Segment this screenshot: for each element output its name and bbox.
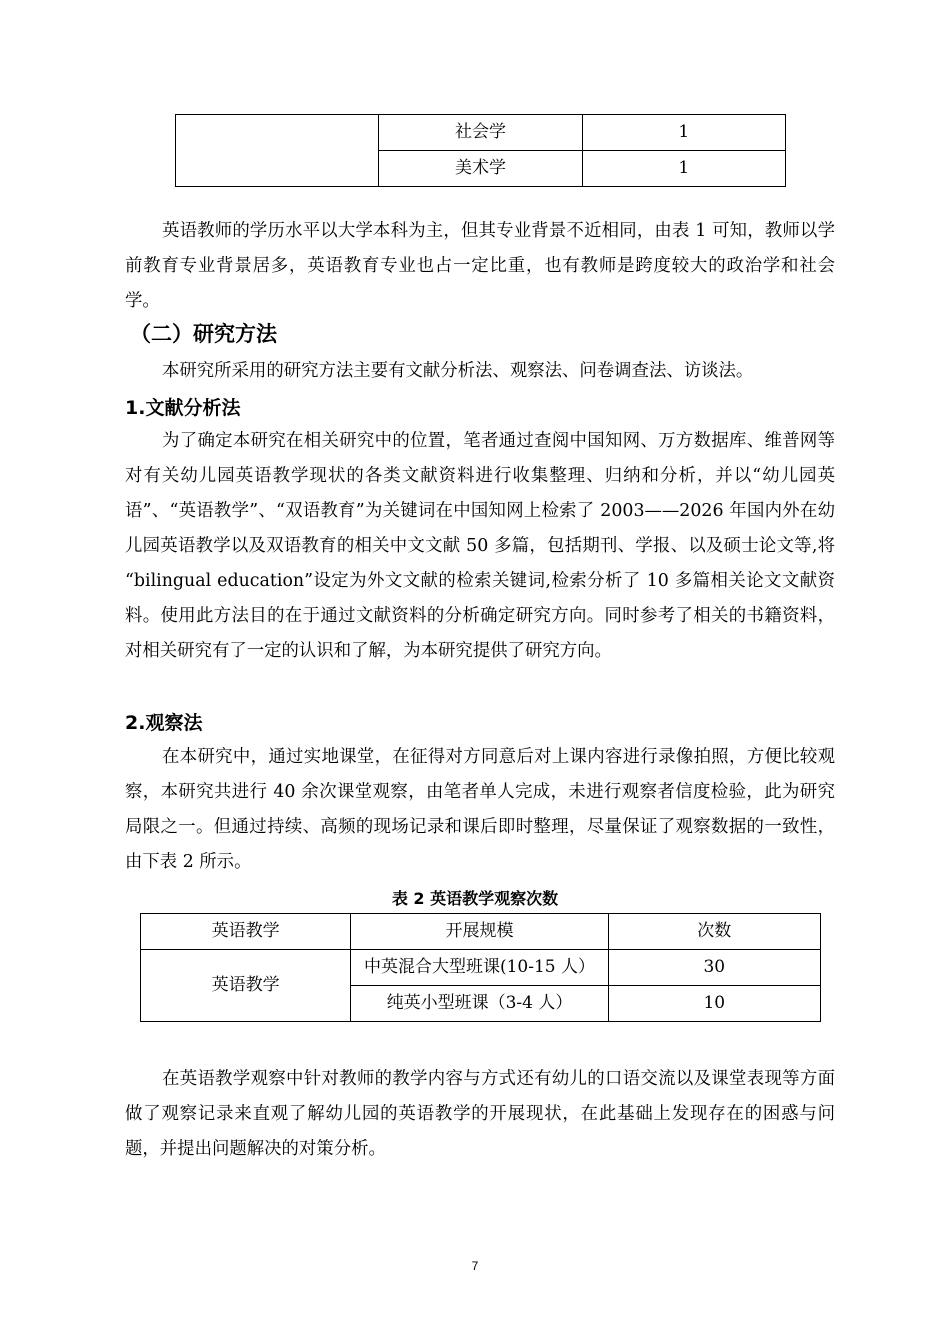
table-row [176,115,786,151]
page-number: 7 [471,1259,479,1273]
table-row [141,950,821,986]
table-cell-count: 1 [582,115,785,151]
paragraph-teacher-background: 英语教师的学历水平以大学本科为主，但其专业背景不近相同，由表 1 可知，教师以学前教育专业背景居多，英语教育专业也占一定比重，也有教师是跨度较大的政治学和社会学。 [125,221,835,311]
table-cell-scale: 中英混合大型班课(10-15 人） [351,950,608,986]
paragraph-observation-summary: 在英语教学观察中针对教师的教学内容与方式还有幼儿的口语交流以及课堂表现等方面做了观察记录来直观了解幼儿园的英语教学的开展现状，在此基础上发现存在的困惑与问题，并提出问题解决的对策分析。 [125,1069,835,1159]
table-header-cell: 开展规模 [351,914,608,950]
table-cell-scale: 纯英小型班课（3-4 人） [351,986,608,1022]
table-2-observation-counts [140,913,821,1022]
subheading-literature-analysis: 1.文献分析法 [125,397,241,419]
table-cell-empty [176,115,379,187]
table-header-cell: 次数 [608,914,820,950]
paragraph-literature-analysis: 为了确定本研究在相关研究中的位置，笔者通过查阅中国知网、万方数据库、维普网等对有关幼儿园英语教学现状的各类文献资料进行收集整理、归纳和分析，并以“幼儿园英语”、“英语教学”、“双语教育”为关键词在中国知网上检索了 2003——2026 年国内外在幼儿园英语教学以及双语教育的相关中文文献 50 多篇，包括期刊、学报、以及硕士论文等,将 “bilingual education”设定为外文文献的检索关键词,检索分析了 10 多篇相关论文文献资料。使用此方法目的在于通过文献资料的分析确定研究方向。同时参考了相关的书籍资料，对相关研究有了一定的认识和了解，为本研究提供了研究方向。 [125,431,835,661]
table-header-row [141,914,821,950]
table-cell-count: 1 [582,151,785,187]
table-header-cell: 英语教学 [141,914,351,950]
table-cell-count: 10 [608,986,820,1022]
section-heading-research-methods: （二）研究方法 [130,322,277,346]
table-cell-major: 社会学 [379,115,582,151]
table-cell-count: 30 [608,950,820,986]
table-cell-group: 英语教学 [141,950,351,1022]
table-1-continued [175,114,786,187]
table-2-caption: 表 2 英语教学观察次数 [391,889,559,908]
table-cell-major: 美术学 [379,151,582,187]
paragraph-methods-overview: 本研究所采用的研究方法主要有文献分析法、观察法、问卷调查法、访谈法。 [162,361,754,381]
subheading-observation: 2.观察法 [125,712,203,734]
paragraph-observation: 在本研究中，通过实地课堂，在征得对方同意后对上课内容进行录像拍照，方便比较观察，本研究共进行 40 余次课堂观察，由笔者单人完成，未进行观察者信度检验，此为研究局限之一。但通过持续、高频的现场记录和课后即时整理，尽量保证了观察数据的一致性，由下表 2 所示。 [125,747,835,872]
